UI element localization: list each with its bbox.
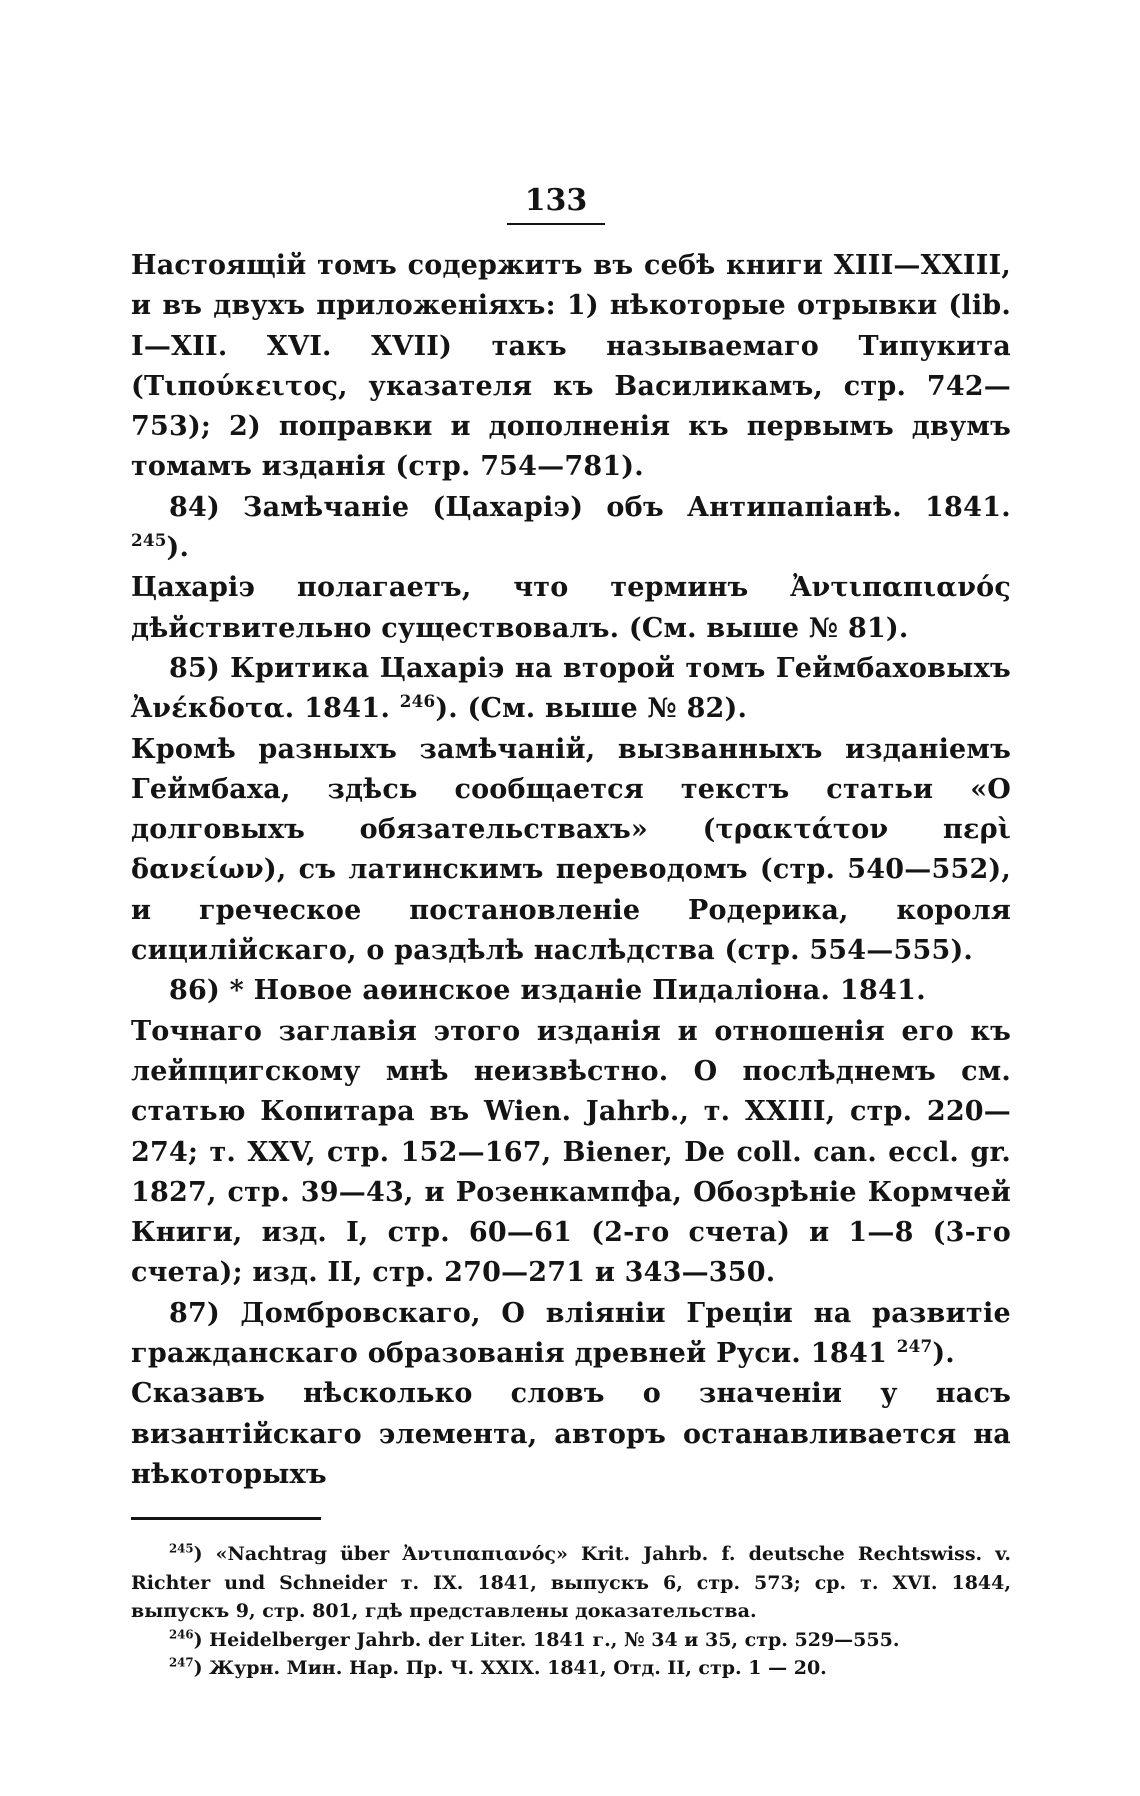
entry-heading: * Новое аѳинское изданіе Пидаліона. 1841.: [229, 975, 926, 1007]
footnote-mark: 246: [169, 1627, 194, 1642]
paragraph: Сказавъ нѣсколько словъ о значеніи у насъ византійскаго элемента, авторъ останавливается на нѣкоторыхъ: [131, 1378, 1011, 1490]
paragraph: Цахаріэ полагаетъ, что терминъ Ἀντιπαπιανός дѣйствительно существовалъ. (См. выше № 81).: [131, 572, 1011, 644]
entry-line: [131, 1294, 1011, 1375]
footnote-text: ) Журн. Мин. Нар. Пр. Ч. XXIX. 1841, Отд. II, стр. 1 — 20.: [193, 1657, 827, 1680]
footnote-text: ) «Nachtrag über Ἀντιπαπιανός» Krit. Jahrb. f. deutsche Rechtswiss. v. Richter und Schneider т. IX. 1841, выпускъ 6, стр. 573; ср. т. XVI. 1844, выпускъ 9, стр. 801, гдѣ представлены доказательства.: [131, 1543, 1011, 1623]
paragraph: Кромѣ разныхъ замѣчаній, вызванныхъ изданіемъ Геймбаха, здѣсь сообщается текстъ статьи «О долговыхъ обязательствахъ» (τρακτάτον περὶ δανείων), съ латинскимъ переводомъ (стр. 540—552), и греческое постановленіе Родерика, короля сицилійскаго, о раздѣлѣ наслѣдства (стр. 554—555).: [131, 733, 1011, 967]
paragraph: Настоящій томъ содержитъ въ себѣ книги XIII—XXIII, и въ двухъ приложеніяхъ: 1) нѣкоторые отрывки (lib. I—XII. XVI. XVII) такъ называемаго Типукита (Τιπούκειτος, указателя къ Василикамъ, стр. 742—753); 2) поправки и дополненія къ первымъ двумъ томамъ изданія (стр. 754—781).: [131, 250, 1011, 483]
entry-line: [131, 971, 1011, 1011]
entry-tail: ). (См. выше № 82).: [435, 693, 748, 725]
entry-number: 86): [169, 975, 220, 1007]
entry-line: [131, 649, 1011, 730]
footnote-ref: 245: [131, 530, 167, 551]
footnote-mark: 247: [169, 1655, 194, 1670]
main-text: [131, 246, 1011, 1495]
footnote: [131, 1540, 1011, 1626]
footnote: [131, 1654, 1011, 1683]
footnote-ref: 246: [399, 691, 436, 712]
footnotes: [131, 1540, 1011, 1683]
entry-tail: ).: [166, 532, 190, 564]
page-content: [131, 182, 1011, 1683]
entry-heading: Домбровскаго, О вліяніи Греціи на развитіе гражданскаго образованія древней Руси. 1841: [131, 1297, 1011, 1370]
entry-number: 84): [169, 491, 220, 523]
entry-heading: Критика Цахаріэ на второй томъ Геймбаховыхъ Ἀνέκδοτα. 1841.: [131, 652, 1012, 725]
footnote-mark: 245: [169, 1541, 194, 1556]
entry-number: 85): [169, 652, 220, 684]
paragraph: Точнаго заглавія этого изданія и отношенія его къ лейпцигскому мнѣ неизвѣстно. О послѣднемъ см. статью Копитара въ Wien. Jahrb., т. XXIII, стр. 220—274; т. XXV, стр. 152—167, Biener, De coll. can. eccl. gr. 1827, стр. 39—43, и Розенкампфа, Обозрѣніе Кормчей Книги, изд. I, стр. 60—61 (2-го счета) и 1—8 (3-го счета); изд. II, стр. 270—271 и 343—350.: [131, 1015, 1011, 1289]
page-number-header: [101, 182, 1011, 242]
entry-heading: Замѣчаніе (Цахаріэ) объ Антипапіанѣ. 1841.: [242, 491, 1011, 523]
entry-number: 87): [169, 1297, 220, 1329]
page-number: 133: [507, 182, 606, 225]
footnote: [131, 1626, 1011, 1655]
entry-line: [131, 488, 1011, 569]
entry-tail: ).: [932, 1338, 955, 1370]
footnote-divider: [131, 1517, 321, 1520]
footnote-ref: 247: [896, 1336, 933, 1357]
footnote-text: ) Heidelberger Jahrb. der Liter. 1841 г., № 34 и 35, стр. 529—555.: [193, 1628, 900, 1651]
